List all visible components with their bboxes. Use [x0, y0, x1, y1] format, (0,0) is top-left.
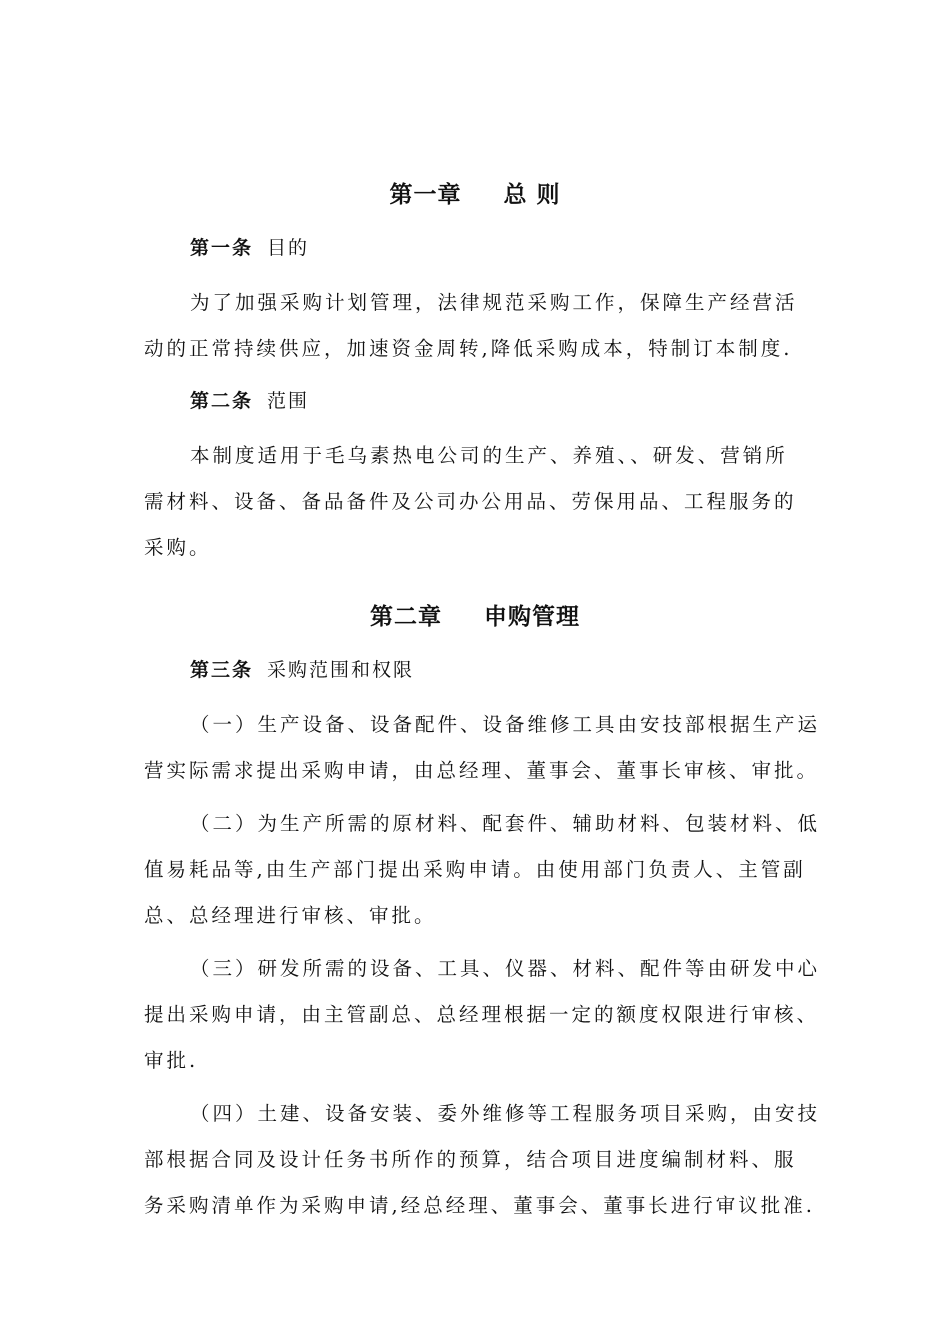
paragraph-1-line: 为了加强采购计划管理，法律规范采购工作，保障生产经营活: [190, 291, 798, 314]
paragraph-4-line: 值易耗品等,由生产部门提出采购申请。由使用部门负责人、主管副: [144, 858, 806, 881]
chapter-2-number: 第二章: [370, 603, 442, 630]
article-1-title: 目的: [267, 237, 310, 259]
article-3-title: 采购范围和权限: [267, 659, 415, 681]
paragraph-5-line: 提出采购申请，由主管副总、总经理根据一定的额度权限进行审核、: [144, 1003, 820, 1026]
paragraph-2-line: 需材料、设备、备品备件及公司办公用品、劳保用品、工程服务的: [144, 490, 797, 513]
article-3-heading: [190, 655, 414, 682]
paragraph-6-line: （四）土建、设备安装、委外维修等工程服务项目采购，由安技: [190, 1102, 821, 1125]
chapter-1-number: 第一章: [389, 181, 462, 208]
paragraph-6-line: 部根据合同及设计任务书所作的预算，结合项目进度编制材料、服: [144, 1148, 797, 1171]
article-1-heading: [190, 233, 309, 260]
paragraph-5-line: （三）研发所需的设备、工具、仪器、材料、配件等由研发中心: [190, 957, 821, 980]
chapter-2-heading: [0, 598, 950, 631]
article-1-number: 第一条: [190, 237, 254, 259]
paragraph-3-line: 营实际需求提出采购申请，由总经理、董事会、董事长审核、审批。: [144, 759, 820, 782]
paragraph-4-line: （二）为生产所需的原材料、配套件、辅助材料、包装材料、低: [190, 812, 821, 835]
paragraph-1-line: 动的正常持续供应，加速资金周转,降低采购成本，特制订本制度.: [144, 337, 793, 360]
paragraph-2-line: 采购。: [144, 536, 212, 559]
paragraph-2-line: 本制度适用于毛乌素热电公司的生产、养殖、、研发、营销所: [190, 444, 788, 467]
article-2-title: 范围: [267, 390, 310, 412]
article-2-heading: [190, 386, 309, 413]
chapter-2-title: 申购管理: [484, 603, 580, 630]
paragraph-5-line: 审批.: [144, 1049, 199, 1072]
chapter-1-title: 总 则: [503, 181, 561, 208]
article-2-number: 第二条: [190, 390, 254, 412]
article-3-number: 第三条: [190, 659, 254, 681]
chapter-1-heading: [0, 176, 950, 209]
paragraph-4-line: 总、总经理进行审核、审批。: [144, 904, 437, 927]
paragraph-6-line: 务采购清单作为采购申请,经总经理、董事会、董事长进行审议批准.: [144, 1194, 815, 1217]
paragraph-3-line: （一）生产设备、设备配件、设备维修工具由安技部根据生产运: [190, 713, 821, 736]
